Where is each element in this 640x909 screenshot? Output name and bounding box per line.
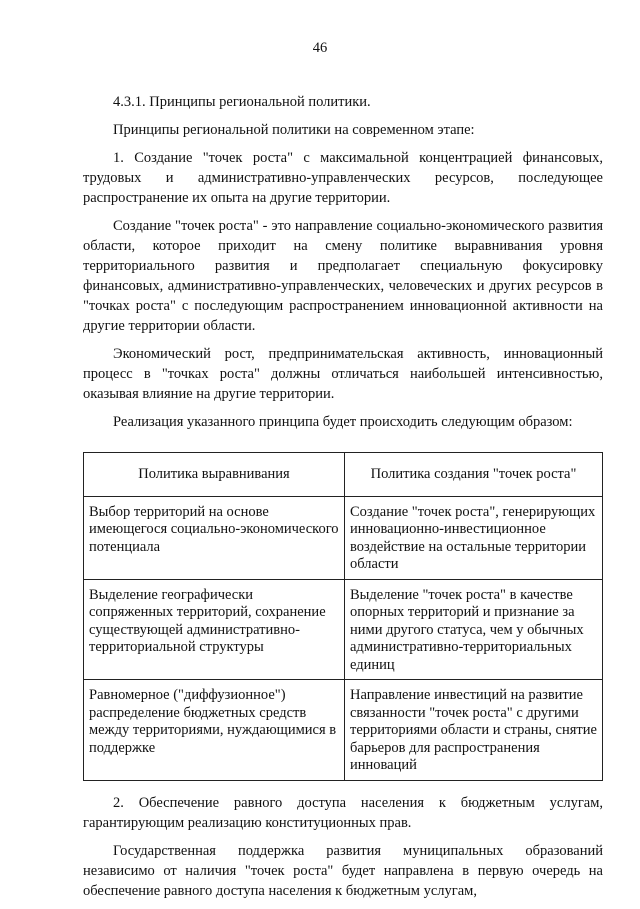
table-header-equalization: Политика выравнивания	[84, 453, 345, 497]
table-cell: Создание "точек роста", генерирующих инновационно-инвестиционное воздействие на остальные территории области	[345, 496, 603, 579]
table-cell: Выбор территорий на основе имеющегося социально-экономического потенциала	[84, 496, 345, 579]
page-number: 46	[312, 40, 328, 56]
paragraph-growth-points: Создание "точек роста" - это направление социально-экономического развития области, которое приходит на смену политике выравнивания уровня территориального развития и предполагает специальную фокусировку финансовых, административно-управленческих, человеческих и других ресурсов в "точках роста" с последующим распространением инновационной активности на другие территории области.	[83, 218, 603, 334]
paragraph-principle-2: 2. Обеспечение равного доступа населения к бюджетным услугам, гарантирующим реализацию конституционных прав.	[83, 794, 603, 831]
table-row	[84, 579, 603, 680]
section-intro: Принципы региональной политики на современном этапе:	[113, 122, 475, 138]
page-content	[83, 92, 603, 909]
section-heading: 4.3.1. Принципы региональной политики.	[113, 94, 371, 110]
table-cell: Равномерное ("диффузионное") распределение бюджетных средств между территориями, нуждающимися в поддержке	[84, 680, 345, 781]
table-header-row	[84, 453, 603, 497]
policy-comparison-table	[83, 452, 603, 781]
paragraph-implementation: Реализация указанного принципа будет происходить следующим образом:	[113, 414, 573, 430]
paragraph-economic-growth: Экономический рост, предпринимательская активность, инновационный процесс в "точках роста" должны отличаться наибольшей интенсивностью, оказывая влияние на другие территории.	[83, 346, 603, 402]
table-row	[84, 680, 603, 781]
table-cell: Выделение географически сопряженных территорий, сохранение существующей административно-территориальной структуры	[84, 579, 345, 680]
paragraph-state-support: Государственная поддержка развития муниципальных образований независимо от наличия "точек роста" будет направлена в первую очередь на обеспечение равного доступа населения к бюджетным услугам,	[83, 842, 603, 899]
table-cell: Направление инвестиций на развитие связанности "точек роста" с другими территориями области и страны, снятие барьеров для распространения инноваций	[345, 680, 603, 781]
table-header-growth-points: Политика создания "точек роста"	[345, 453, 603, 497]
paragraph-principle-1: 1. Создание "точек роста" с максимальной концентрацией финансовых, трудовых и административно-управленческих ресурсов, последующее распространение их опыта на другие территории.	[83, 150, 603, 206]
table-cell: Выделение "точек роста" в качестве опорных территорий и признание за ними другого статуса, чем у обычных административно-территориальных единиц	[345, 579, 603, 680]
table-row	[84, 496, 603, 579]
